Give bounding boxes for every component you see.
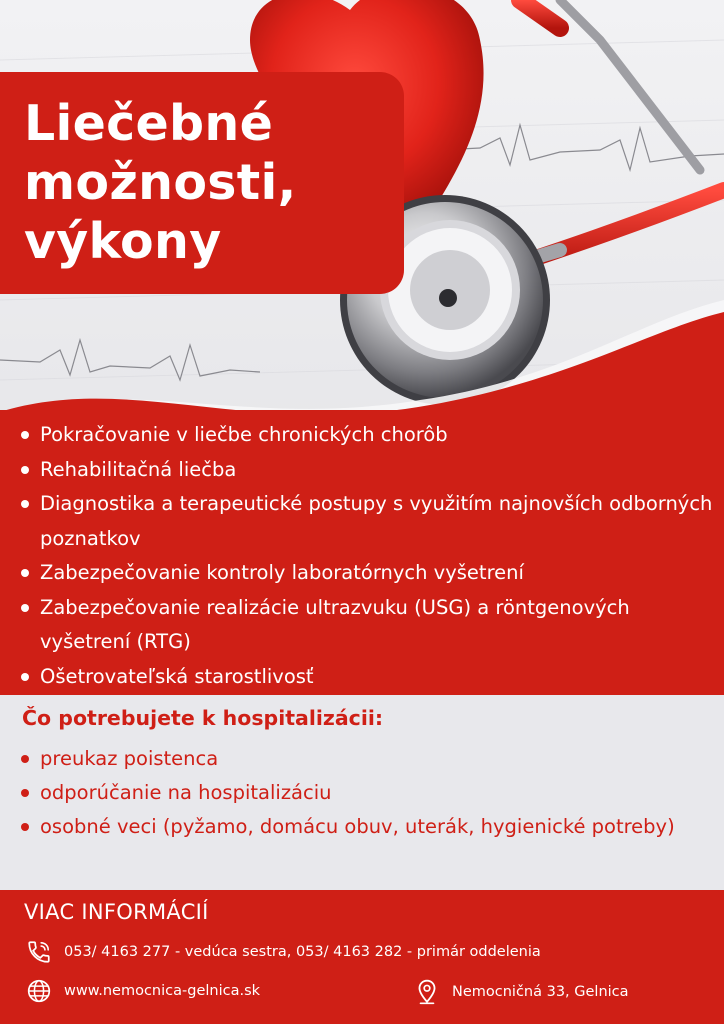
hospitalization-section bbox=[0, 695, 724, 890]
address-row bbox=[414, 978, 629, 1006]
hospitalization-list bbox=[20, 742, 710, 844]
list-item: osobné veci (pyžamo, domácu obuv, uterák, hygienické potreby) bbox=[20, 810, 710, 844]
title-line-3: výkony bbox=[24, 213, 222, 270]
title-line-1: Liečebné bbox=[24, 95, 274, 152]
address-text: Nemocničná 33, Gelnica bbox=[452, 984, 629, 1000]
hospitalization-heading: Čo potrebujete k hospitalizácii: bbox=[22, 706, 384, 730]
phone-row bbox=[26, 939, 541, 965]
globe-icon bbox=[26, 978, 52, 1004]
website-link[interactable]: www.nemocnica-gelnica.sk bbox=[64, 983, 261, 999]
list-item: Diagnostika a terapeutické postupy s využitím najnovších odborných poznatkov bbox=[20, 487, 724, 556]
treatments-list bbox=[20, 418, 724, 694]
footer bbox=[0, 890, 724, 1024]
list-item: preukaz poistenca bbox=[20, 742, 710, 776]
page-title bbox=[24, 94, 384, 271]
list-item: Pokračovanie v liečbe chronických chorôb bbox=[20, 418, 724, 453]
list-item: Zabezpečovanie realizácie ultrazvuku (USG) a röntgenových vyšetrení (RTG) bbox=[20, 591, 724, 660]
list-item: odporúčanie na hospitalizáciu bbox=[20, 776, 710, 810]
phone-text: 053/ 4163 277 - vedúca sestra, 053/ 4163 282 - primár oddelenia bbox=[64, 944, 541, 960]
title-line-2: možnosti, bbox=[24, 154, 297, 211]
list-item: Rehabilitačná liečba bbox=[20, 453, 724, 488]
list-item: Ošetrovateľská starostlivosť bbox=[20, 660, 724, 695]
title-block bbox=[0, 72, 404, 294]
location-pin-icon bbox=[414, 978, 440, 1006]
phone-icon bbox=[26, 939, 52, 965]
footer-heading: VIAC INFORMÁCIÍ bbox=[24, 900, 209, 924]
website-row[interactable] bbox=[26, 978, 260, 1004]
list-item: Zabezpečovanie kontroly laboratórnych vyšetrení bbox=[20, 556, 724, 591]
